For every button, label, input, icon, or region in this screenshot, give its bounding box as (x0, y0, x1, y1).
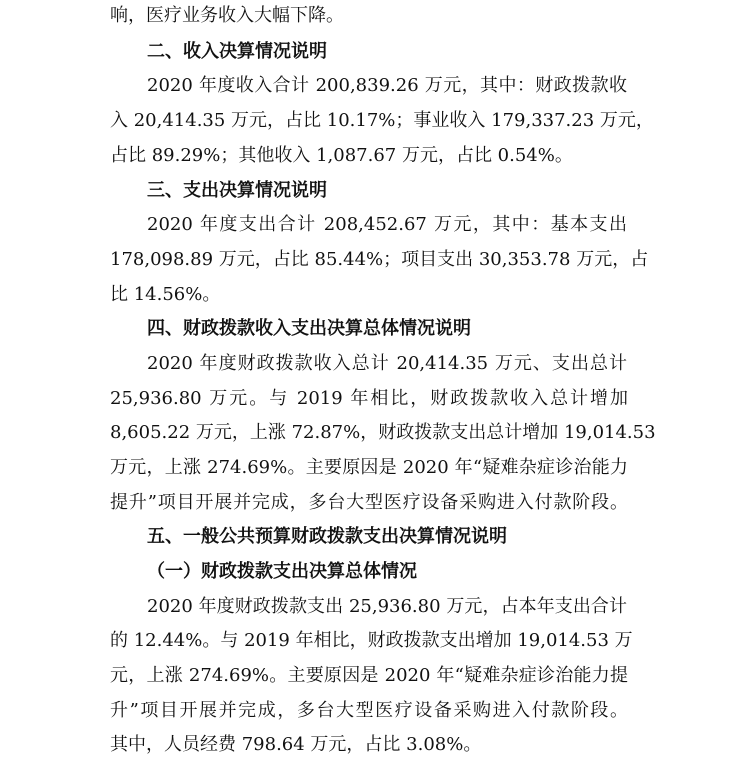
paragraph-line: 2020 年度财政拨款收入总计 20,414.35 万元、支出总计 (147, 353, 627, 374)
paragraph-line: 8,605.22 万元，上涨 72.87%，财政拨款支出总计增加 19,014.53 (110, 422, 656, 443)
paragraph-line: 25,936.80 万元。与 2019 年相比，财政拨款收入总计增加 (110, 388, 628, 409)
paragraph-line: 2020 年度收入合计 200,839.26 万元，其中：财政拨款收 (147, 75, 627, 96)
paragraph-line: 占比 89.29%；其他收入 1,087.67 万元，占比 0.54%。 (110, 145, 573, 166)
paragraph-line: 2020 年度支出合计 208,452.67 万元，其中：基本支出 (147, 214, 627, 235)
paragraph-line: 其中，人员经费 798.64 万元，占比 3.08%。 (110, 734, 482, 755)
section-heading-fiscal-appropriation: 四、财政拨款收入支出决算总体情况说明 (147, 318, 471, 339)
paragraph-line: 元，上涨 274.69%。主要原因是 2020 年“疑难杂症诊治能力提 (110, 665, 628, 686)
section-heading-expenditure: 三、支出决算情况说明 (147, 180, 327, 201)
section-heading-general-budget: 五、一般公共预算财政拨款支出决算情况说明 (147, 526, 507, 547)
section-heading-income: 二、收入决算情况说明 (147, 41, 327, 62)
paragraph-line: 入 20,414.35 万元，占比 10.17%；事业收入 179,337.23 万元， (110, 110, 654, 131)
paragraph-line: 比 14.56%。 (110, 284, 221, 305)
paragraph-line: 升”项目开展并完成，多台大型医疗设备采购进入付款阶段。 (110, 700, 628, 721)
paragraph-line: 万元，上涨 274.69%。主要原因是 2020 年“疑难杂症诊治能力 (110, 457, 628, 478)
subsection-heading-overview: （一）财政拨款支出决算总体情况 (147, 561, 417, 582)
paragraph-line: 2020 年度财政拨款支出 25,936.80 万元，占本年支出合计 (147, 596, 627, 617)
paragraph-line: 178,098.89 万元，占比 85.44%；项目支出 30,353.78 万元，占 (110, 249, 649, 270)
paragraph-line: 的 12.44%。与 2019 年相比，财政拨款支出增加 19,014.53 万 (110, 630, 633, 651)
paragraph-line: 响，医疗业务收入大幅下降。 (110, 5, 344, 26)
paragraph-line: 提升”项目开展并完成，多台大型医疗设备采购进入付款阶段。 (110, 492, 628, 513)
